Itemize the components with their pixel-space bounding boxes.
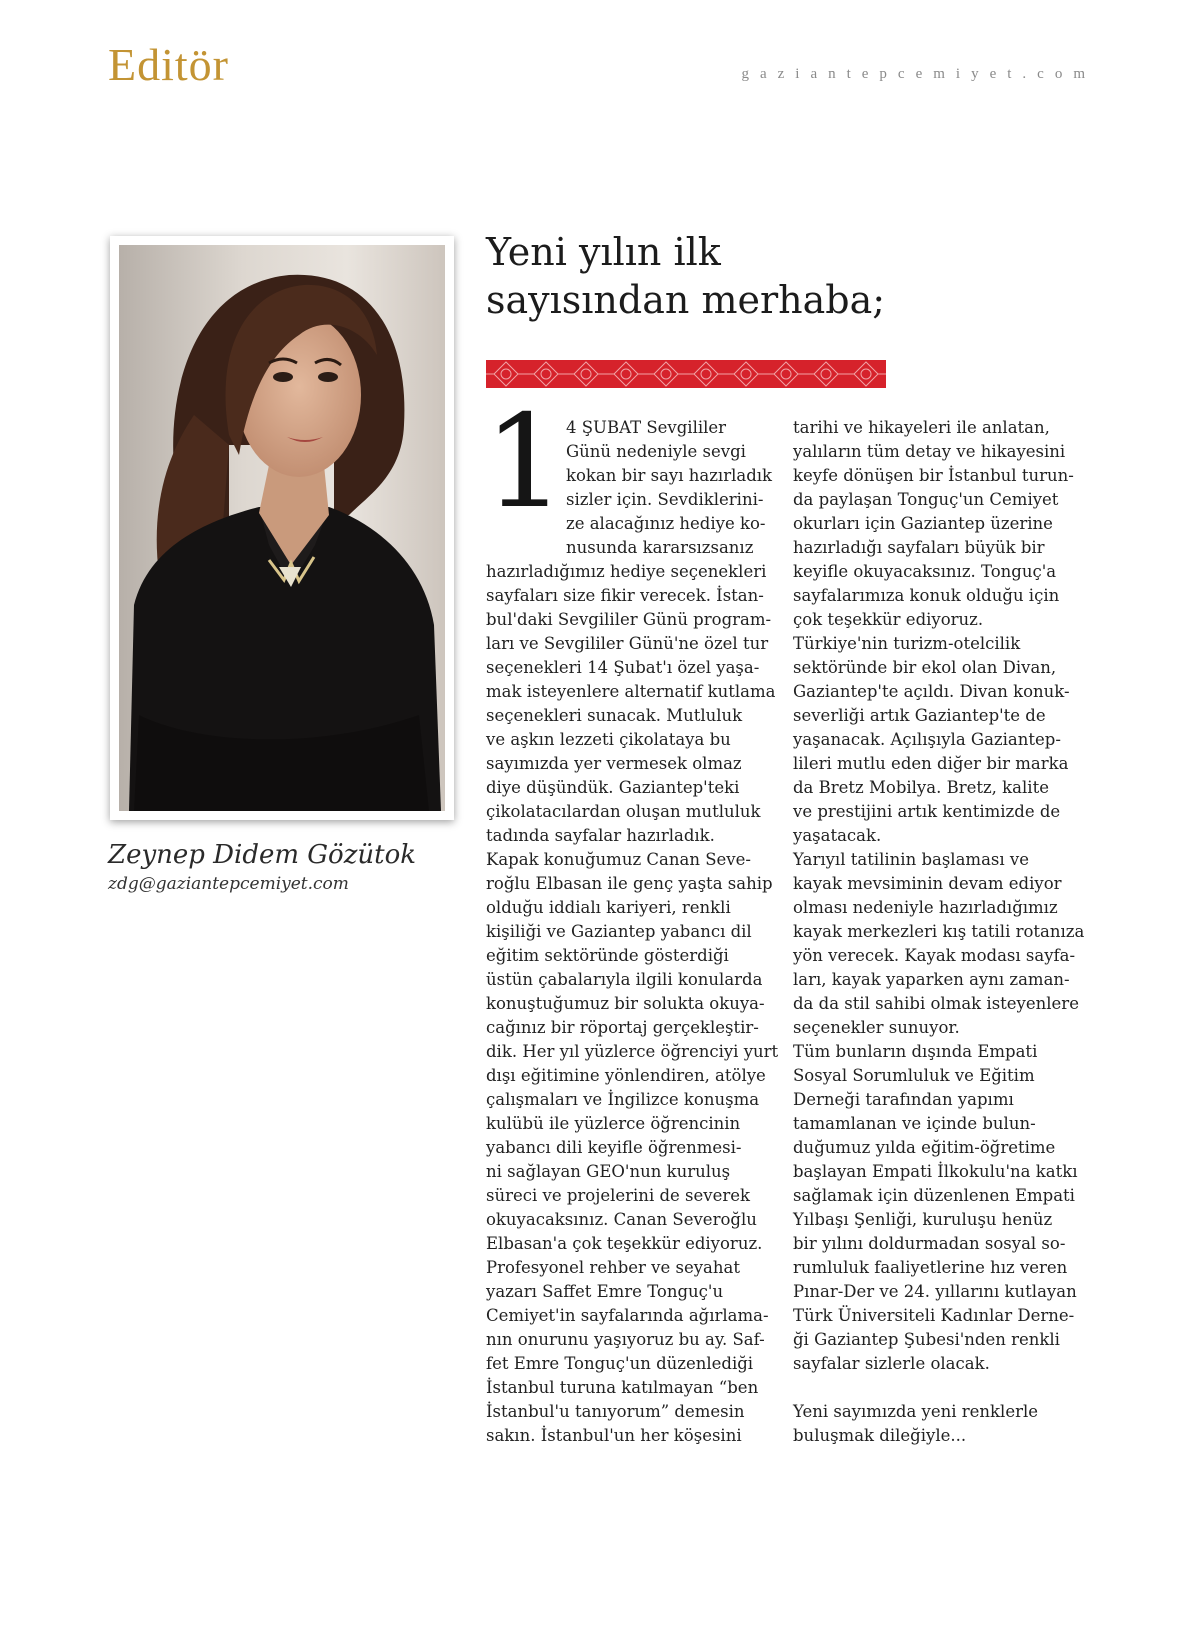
text-line: ni sağlayan GEO'nun kuruluş — [486, 1162, 731, 1181]
text-line: kayak merkezleri kış tatili rotanıza — [793, 922, 1085, 941]
text-line: Yarıyıl tatilinin başlaması ve — [793, 850, 1029, 869]
text-line: seçenekleri sunacak. Mutluluk — [486, 706, 743, 725]
text-line: İstanbul turuna katılmayan “ben — [486, 1378, 759, 1397]
text-line: dışı eğitimine yönlendiren, atölye — [486, 1066, 766, 1085]
text-line: yazarı Saffet Emre Tonguç'u — [486, 1282, 724, 1301]
author-name: Zeynep Didem Gözütok — [108, 840, 417, 870]
closing-line: buluşmak dileğiyle... — [793, 1426, 967, 1445]
closing-line: Yeni sayımızda yeni renklerle — [793, 1402, 1039, 1421]
text-line: dik. Her yıl yüzlerce öğrenciyi yurt — [486, 1042, 779, 1061]
text-line: roğlu Elbasan ile genç yaşta sahip — [486, 874, 773, 893]
text-line: seçenekleri 14 Şubat'ı özel yaşa- — [486, 658, 760, 677]
portrait-illustration — [119, 245, 445, 811]
text-line: sağlamak için düzenlenen Empati — [793, 1186, 1075, 1205]
text-line: hazırladığı sayfaları büyük bir — [793, 538, 1045, 557]
text-line: Sosyal Sorumluluk ve Eğitim — [793, 1066, 1035, 1085]
text-line: rumluluk faaliyetlerine hız veren — [793, 1258, 1068, 1277]
text-line: 4 ŞUBAT Sevgililer — [566, 418, 727, 437]
text-line: tarihi ve hikayeleri ile anlatan, — [793, 418, 1050, 437]
article-title-line-1: Yeni yılın ilk — [486, 230, 721, 274]
text-line: ları, kayak yaparken aynı zaman- — [793, 970, 1070, 989]
text-line: kayak mevsiminin devam ediyor — [793, 874, 1062, 893]
text-line: Günü nedeniyle sevgi — [566, 442, 746, 461]
text-line: ze alacağınız hediye ko- — [566, 514, 766, 533]
text-line: sizler için. Sevdiklerini- — [566, 490, 764, 509]
text-line: başlayan Empati İlkokulu'na katkı — [793, 1162, 1078, 1181]
decorative-ornament-band — [486, 360, 886, 388]
text-line: da da stil sahibi olmak isteyenlere — [793, 994, 1079, 1013]
text-line: kokan bir sayı hazırladık — [566, 466, 773, 485]
text-line: keyfe dönüşen bir İstanbul turun- — [793, 466, 1074, 485]
article-title — [486, 228, 1006, 324]
text-line: kişiliği ve Gaziantep yabancı dil — [486, 922, 752, 941]
text-line: üstün çabalarıyla ilgili konularda — [486, 970, 763, 989]
author-email[interactable]: zdg@gaziantepcemiyet.com — [108, 874, 349, 894]
text-line: sakın. İstanbul'un her köşesini — [486, 1426, 742, 1445]
text-line: çalışmaları ve İngilizce konuşma — [486, 1090, 760, 1109]
text-line: olması nedeniyle hazırladığımız — [793, 898, 1058, 917]
text-line: bir yılını doldurmadan sosyal so- — [793, 1234, 1066, 1253]
text-line: Tüm bunların dışında Empati — [793, 1042, 1038, 1061]
text-line: sayfaları size fikir verecek. İstan- — [486, 586, 764, 605]
text-line: yaşatacak. — [793, 826, 882, 845]
text-line: okuyacaksınız. Canan Severoğlu — [486, 1210, 757, 1229]
text-line: da paylaşan Tonguç'un Cemiyet — [793, 490, 1059, 509]
editor-photo-frame — [110, 236, 454, 820]
text-line: cağınız bir röportaj gerçekleştir- — [486, 1018, 759, 1037]
text-line: Cemiyet'in sayfalarında ağırlama- — [486, 1306, 769, 1325]
text-line: Derneği tarafından yapımı — [793, 1090, 1014, 1109]
text-line: Yılbaşı Şenliği, kuruluşu henüz — [793, 1210, 1053, 1229]
text-line: keyifle okuyacaksınız. Tonguç'a — [793, 562, 1057, 581]
text-line: ve prestijini artık kentimizde de — [793, 802, 1061, 821]
text-line: ları ve Sevgililer Günü'ne özel tur — [486, 634, 769, 653]
text-line: çok teşekkür ediyoruz. — [793, 610, 984, 629]
text-line: çikolatacılardan oluşan mutluluk — [486, 802, 761, 821]
text-line: diye düşündük. Gaziantep'teki — [486, 778, 740, 797]
text-line: sayımızda yer vermesek olmaz — [486, 754, 742, 773]
text-line: tadında sayfalar hazırladık. — [486, 826, 715, 845]
text-line: kulübü ile yüzlerce öğrencinin — [486, 1114, 741, 1133]
text-line: seçenekler sunuyor. — [793, 1018, 960, 1037]
article-column-1-wrap — [566, 416, 776, 560]
text-line: ve aşkın lezzeti çikolataya bu — [486, 730, 731, 749]
editor-portrait-photo — [119, 245, 445, 811]
text-line: Türkiye'nin turizm-otelcilik — [793, 634, 1021, 653]
text-line: mak isteyenlere alternatif kutlama — [486, 682, 776, 701]
text-line: yabancı dili keyifle öğrenmesi- — [486, 1138, 742, 1157]
text-line: yaşanacak. Açılışıyla Gaziantep- — [793, 730, 1061, 749]
text-line: severliği artık Gaziantep'te de — [793, 706, 1046, 725]
site-url: gaziantepcemiyet.com — [741, 66, 1096, 82]
text-line: sektöründe bir ekol olan Divan, — [793, 658, 1057, 677]
text-line: sayfalarımıza konuk olduğu için — [793, 586, 1060, 605]
text-line: Pınar-Der ve 24. yıllarını kutlayan — [793, 1282, 1077, 1301]
text-line: Kapak konuğumuz Canan Seve- — [486, 850, 751, 869]
text-line: eğitim sektöründe gösterdiği — [486, 946, 729, 965]
text-line: süreci ve projelerini de severek — [486, 1186, 750, 1205]
text-line: tamamlanan ve içinde bulun- — [793, 1114, 1036, 1133]
text-line: hazırladığımız hediye seçenekleri — [486, 562, 767, 581]
text-line: Türk Üniversiteli Kadınlar Derne- — [793, 1306, 1075, 1325]
text-line: nusunda kararsızsanız — [566, 538, 754, 557]
text-line: ği Gaziantep Şubesi'nden renkli — [793, 1330, 1060, 1349]
article-title-line-2: sayısından merhaba; — [486, 278, 886, 322]
text-line: konuştuğumuz bir solukta okuya- — [486, 994, 765, 1013]
section-label: Editör — [108, 39, 229, 90]
text-line: sayfalar sizlerle olacak. — [793, 1354, 990, 1373]
article-column-2 — [793, 416, 1083, 1448]
text-line: yalıların tüm detay ve hikayesini — [793, 442, 1066, 461]
text-line: Profesyonel rehber ve seyahat — [486, 1258, 740, 1277]
article-column-1 — [486, 560, 779, 1448]
text-line: İstanbul'u tanıyorum” demesin — [486, 1402, 745, 1421]
text-line: fet Emre Tonguç'un düzenlediği — [486, 1354, 754, 1373]
text-line: da Bretz Mobilya. Bretz, kalite — [793, 778, 1049, 797]
text-line: lileri mutlu eden diğer bir marka — [793, 754, 1069, 773]
text-line: okurları için Gaziantep üzerine — [793, 514, 1053, 533]
text-line: Gaziantep'te açıldı. Divan konuk- — [793, 682, 1070, 701]
text-line: olduğu iddialı kariyeri, renkli — [486, 898, 731, 917]
text-line: yön verecek. Kayak modası sayfa- — [793, 946, 1076, 965]
drop-cap: 1 — [484, 388, 566, 537]
text-line: nın onurunu yaşıyoruz bu ay. Saf- — [486, 1330, 765, 1349]
text-line: bul'daki Sevgililer Günü program- — [486, 610, 772, 629]
text-line: Elbasan'a çok teşekkür ediyoruz. — [486, 1234, 763, 1253]
text-line: duğumuz yılda eğitim-öğretime — [793, 1138, 1056, 1157]
